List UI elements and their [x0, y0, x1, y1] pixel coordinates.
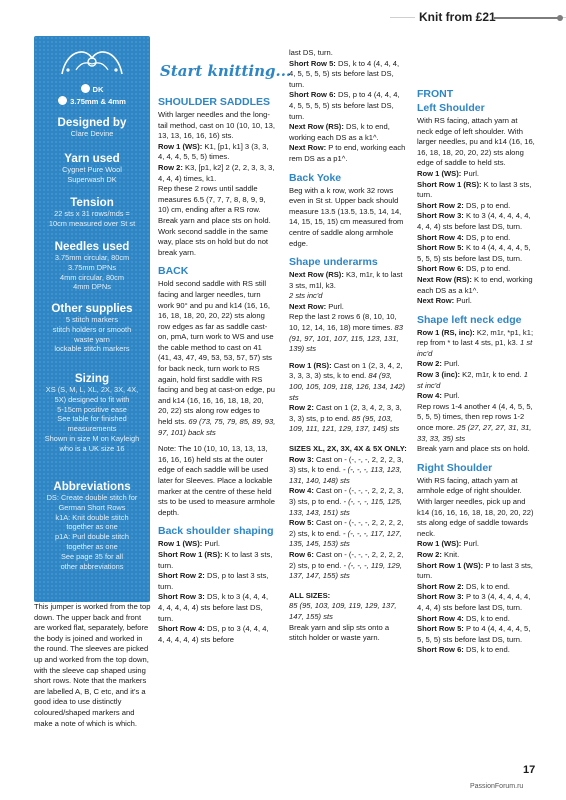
needles-used-line: 4mm DPNs — [73, 282, 111, 292]
row-label: Row 3: — [289, 454, 314, 464]
stitch-count: 1 st inc'd — [417, 370, 529, 390]
row-text: DS, k to 3 (4, 4, 4, 4, 4, 4, 4, 4) sts before last DS, turn. — [158, 592, 269, 623]
instruction-row — [417, 561, 535, 582]
row-text: Purl. — [441, 391, 460, 401]
instruction-row — [289, 518, 407, 550]
row-label: Short Row 4: — [158, 624, 205, 634]
row-label: Next Row (RS): — [289, 122, 344, 132]
stitch-count: 85 (95, 103, 109, 111, 121, 129, 137, 145) sts — [289, 413, 400, 434]
row-text: Cast on - (-, -, -, 2, 2, 2, 3, 3) sts, k to end. — [289, 454, 404, 475]
yarn-used-line: Superwash DK — [67, 174, 117, 184]
abbreviation-line: together as one — [66, 541, 118, 551]
designed-by-title: Designed by — [57, 116, 127, 129]
note-paragraph: Note: The 10 (10, 10, 13, 13, 13, 16, 16, 16) held sts at the outer edge of each saddle will be used later for Sleeves. Place a lockable marker at the centre of these held sts to be used to measure armhole depth. — [158, 444, 275, 517]
row-text: K3, [p1, k2] 2 (2, 2, 3, 3, 3, 4, 4, 4) times, k1. — [158, 162, 275, 183]
shape-left-neck-heading: Shape left neck edge — [417, 313, 522, 326]
other-supplies-line: lockable stitch markers — [54, 344, 130, 354]
instruction-row — [417, 328, 535, 360]
abbreviations-block — [34, 480, 150, 571]
designed-by-block — [34, 116, 150, 139]
row-text: K to last 3 sts, turn. — [158, 549, 273, 570]
row-label: Short Row 2: — [417, 200, 464, 210]
back-yoke-heading: Back Yoke — [289, 171, 342, 184]
instruction-paragraph: Beg with a k row, work 32 rows even in St st. Upper back should measure 13.5 (13.5, 13.5, 14, 14, 14, 15, 15, 15) cm measured from centre of saddle along armhole edge. — [289, 185, 404, 248]
instruction-paragraph — [289, 312, 407, 354]
row-text: DS, k to end. — [463, 581, 510, 591]
instruction-row — [417, 582, 535, 593]
all-sizes-subheading: ALL SIZES: — [289, 590, 331, 600]
row-label: Short Row 6: — [289, 90, 336, 100]
instruction-row — [417, 180, 535, 201]
instruction-row — [289, 486, 407, 518]
needle-size — [34, 96, 150, 106]
sizing-line: 5X) designed to fit with — [54, 394, 130, 404]
row-text: DS, p to end. — [463, 264, 511, 274]
tension-line: 22 sts x 31 rows/mds = — [54, 209, 130, 218]
row-label: Next Row: — [289, 301, 327, 311]
row-text: Rep the last 2 rows 6 (8, 10, 10, 10, 12, 14, 16, 18) more times. — [289, 312, 397, 333]
stitch-count: - (-, -, -, 113, 123, 131, 140, 148) sts — [289, 465, 402, 485]
right-shoulder-heading: Right Shoulder — [417, 461, 493, 474]
instruction-row — [417, 539, 535, 550]
row-text: K to 3 (4, 4, 4, 4, 4, 4, 4, 4) sts before last DS, turn. — [417, 211, 531, 231]
instruction-row — [417, 201, 535, 212]
instruction-row — [158, 550, 276, 571]
stitch-count — [289, 601, 407, 622]
instruction-row — [289, 403, 407, 435]
row-text: DS, p to end. — [463, 200, 511, 210]
instruction-paragraph: Break yarn and place sts on hold. — [417, 444, 530, 454]
row-label: Short Row 2: — [417, 581, 464, 591]
needles-used-block — [34, 240, 150, 292]
sizing-line: See table for finished — [57, 414, 127, 424]
row-label: Row 3 (inc): — [417, 370, 461, 380]
intro-paragraph: This jumper is worked from the top down. The upper back and front are worked flat, separately, before the body is joined and worked in the round. The sleeves are picked up and worked from the top down, with the sleeve cap shaped using short rows. Note that the markers are labelled A, B, C etc, and it's a good idea to use distinctly coloured/shaped markers and make a note of which is which. — [34, 602, 151, 728]
abbreviation-line: German Short Rows — [58, 502, 126, 512]
instruction-row — [417, 592, 535, 613]
row-text: DS, p to 4 (4, 4, 4, 4, 5, 5, 5, 5) sts before last DS, turn. — [289, 90, 400, 121]
row-text: DS, k to end. — [463, 613, 510, 623]
stitch-count: 84 (93, 100, 105, 109, 118, 126, 134, 142) sts — [289, 371, 405, 402]
instruction-row — [289, 455, 407, 487]
instruction-row — [158, 539, 276, 550]
header-title: Knit from £21 — [415, 10, 500, 24]
instruction-paragraph: With larger needles and the long-tail method, cast on 10 (10, 10, 13, 13, 13, 16, 16, 16) sts. — [158, 110, 275, 141]
front-heading: FRONT — [417, 88, 454, 100]
intro-text-block — [34, 602, 152, 729]
instruction-paragraph: With RS facing, attach yarn at armhole edge of right shoulder. With larger needles, pick up and k14 (16, 16, 16, 18, 18, 20, 20, 22) sts along edge of saddle towards neck. — [417, 475, 534, 538]
row-text: Cast on 1 (2, 3, 4, 2, 3, 3, 3, 3) sts, p to end. — [289, 403, 402, 423]
row-text: Cast on - (-, -, -, 2, 2, 2, 3, 3) sts, p to end. — [289, 486, 404, 506]
sizing-block — [34, 372, 150, 454]
row-label: Short Row 1 (WS): — [417, 560, 484, 570]
instruction-row — [158, 163, 276, 184]
yarn-used-block — [34, 152, 150, 185]
instruction-paragraph: Break yarn and slip sts onto a stitch holder or waste yarn. — [289, 622, 390, 643]
yarn-ball-icon — [81, 84, 90, 93]
row-text: Purl. — [461, 539, 480, 549]
instruction-row — [417, 264, 535, 275]
row-text: DS, k to 4 (4, 4, 4, 4, 5, 5, 5, 5) sts before last DS, turn. — [289, 58, 400, 89]
sizing-title: Sizing — [74, 372, 110, 385]
pattern-info-sidebar — [34, 36, 150, 602]
stitch-count — [289, 291, 407, 302]
instruction-row — [417, 614, 535, 625]
instruction-row — [417, 211, 535, 232]
watermark: PassionForum.ru — [470, 783, 524, 790]
row-text: Purl. — [202, 539, 221, 549]
instruction-row — [417, 359, 535, 370]
yarn-used-title: Yarn used — [64, 152, 120, 165]
abbreviation-line: See page 35 for all — [60, 551, 124, 561]
instruction-row — [417, 169, 535, 180]
instruction-row — [417, 233, 535, 244]
sizing-line: XS (S, M, L, XL, 2X, 3X, 4X, — [45, 385, 139, 394]
stitch-count-text: 85 (95, 103, 109, 119, 129, 137, 147, 155) sts — [289, 601, 397, 621]
stitch-count: - (-, -, -, 119, 129, 137, 147, 155) sts — [289, 560, 402, 581]
sizes-subheading: SIZES XL, 2X, 3X, 4X & 5X ONLY: — [289, 444, 407, 453]
row-label: Row 1 (WS): — [417, 168, 462, 178]
instruction-row — [158, 142, 276, 163]
tension-block — [34, 196, 150, 229]
instruction-row — [158, 592, 276, 624]
abbreviation-line: other abbreviations — [60, 561, 124, 571]
row-label: Short Row 1 (RS): — [158, 549, 223, 559]
row-label: Row 2: — [417, 549, 442, 559]
stitch-count: - (-, -, -, 115, 125, 133, 143, 151) sts — [289, 496, 402, 517]
left-shoulder-heading: Left Shoulder — [417, 102, 485, 114]
row-text: P to 3 (4, 4, 4, 4, 4, 4, 4, 4) sts before last DS, turn. — [417, 592, 531, 612]
page-number: 17 — [523, 764, 536, 776]
row-text: K1, [p1, k1] 3 (3, 3, 4, 4, 4, 5, 5, 5) times. — [158, 141, 269, 162]
page-header — [0, 0, 566, 30]
instruction-row — [417, 645, 535, 656]
row-label: Short Row 4: — [417, 613, 464, 623]
row-label: Short Row 3: — [158, 592, 205, 602]
needle-size-label: 3.75mm & 4mm — [70, 97, 126, 106]
row-label: Row 1 (WS): — [417, 539, 462, 549]
stitch-count: 25 (27, 27, 27, 31, 31, 33, 33, 35) sts — [417, 423, 532, 443]
row-label: Row 2: — [289, 403, 314, 413]
stitch-count: 1 st inc'd — [417, 338, 533, 358]
designed-by-text: Clare Devine — [70, 129, 114, 138]
instruction-row — [417, 243, 535, 264]
stitch-count: 83 (91, 97, 101, 107, 115, 123, 131, 139) sts — [289, 323, 403, 354]
row-label: Short Row 1 (RS): — [417, 179, 482, 189]
row-label: Row 1 (RS, inc): — [417, 327, 475, 337]
back-heading: BACK — [158, 265, 189, 278]
row-label: Row 5: — [289, 518, 314, 528]
row-label: Short Row 5: — [289, 58, 336, 68]
row-label: Next Row (RS): — [289, 270, 344, 280]
row-text: Cast on - (-, -, -, 2, 2, 2, 2, 2) sts, k to end. — [289, 518, 404, 538]
instruction-row — [417, 391, 535, 402]
column-2 — [289, 48, 407, 644]
instruction-row — [158, 624, 276, 645]
row-label: Row 1 (WS): — [158, 141, 203, 151]
needles-used-line: 3.75mm circular, 80cm — [54, 253, 130, 262]
instruction-paragraph: With RS facing, attach yarn at neck edge of left shoulder. With larger needles, pu and k14 (16, 16, 16, 18, 18, 20, 20, 22) sts along edge of saddle to held sts. — [417, 116, 535, 168]
row-label: Row 2: — [158, 162, 183, 172]
shoulder-saddles-heading: SHOULDER SADDLES — [158, 96, 271, 108]
row-text: K2, m1r, k to end. — [460, 370, 524, 380]
row-text: Knit. — [441, 549, 460, 559]
needles-used-title: Needles used — [54, 240, 130, 253]
row-text: DS, p to end. — [463, 232, 511, 242]
stitch-count-text: 2 sts inc'd — [289, 291, 323, 301]
row-text: DS, k to end. — [463, 645, 510, 655]
row-text: K2, m1r, *p1, k1; rep from * to last 4 sts, p1, k3. — [417, 327, 534, 348]
row-text: DS, p to 3 (4, 4, 4, 4, 4, 4, 4, 4) sts before — [158, 624, 269, 644]
back-text: Hold second saddle with RS still facing and larger needles, turn work 90° and pu and k14 (16, 16, 16, 18, 18, 20, 20, 22) sts along row edges as far as saddle cast-on, pmA, turn work to WS and use the cable method to cast on 41 (41, 43, 47, 49, 53, 53, 57, 57) sts for back neck, turn work to RS again, hold first saddle with RS facing and beg at cast-on edge, pu and k14 (16, 16, 16, 18, 18, 20, 20, 22) sts along row edges to held sts. — [158, 279, 275, 427]
needle-icon — [58, 96, 67, 105]
row-text: K to last 3 sts, turn. — [417, 179, 532, 200]
other-supplies-line: stitch holders or smooth — [52, 324, 132, 334]
instruction-row — [158, 571, 276, 592]
row-label: Short Row 6: — [417, 264, 464, 274]
instruction-paragraph: Break yarn and place sts on hold. — [158, 215, 271, 225]
other-supplies-block — [34, 302, 150, 354]
row-label: Row 6: — [289, 549, 314, 559]
row-text: Purl. — [326, 301, 344, 311]
needles-used-line: 4mm circular, 80cm — [59, 272, 125, 282]
stitch-count: 69 (73, 75, 79, 85, 89, 93, 97, 101) back sts — [158, 417, 276, 437]
yarn-weight — [34, 84, 150, 94]
instruction-row — [289, 59, 407, 91]
start-knitting-heading: Start knitting... — [160, 62, 292, 80]
instruction-row — [417, 550, 535, 561]
abbreviation-line: p1A: Purl double stitch — [55, 532, 129, 542]
row-text: Cast on 1 (2, 3, 4, 2, 3, 3, 3, 3) sts, k to end. — [289, 360, 403, 381]
instruction-row — [417, 275, 535, 296]
sizing-line: measurements — [67, 424, 117, 434]
row-text: K to end, working each DS as a k1^. — [417, 274, 533, 295]
instruction-row — [417, 296, 535, 307]
row-label: Short Row 3: — [417, 211, 464, 221]
sizing-line: 5-15cm positive ease — [57, 404, 127, 414]
yarn-weight-label: DK — [92, 85, 104, 94]
sizing-line: Shown in size M on Kayleigh — [44, 433, 140, 443]
other-supplies-line: waste yarn — [74, 334, 110, 344]
row-text: K3, m1r, k to last 3 sts, m1l, k3. — [289, 270, 403, 290]
row-label: Row 4: — [417, 391, 442, 401]
abbreviation-line: k1A: Knit double stitch — [55, 512, 129, 522]
column-1 — [158, 96, 276, 645]
row-label: Next Row: — [289, 143, 327, 153]
knitting-needle-icon — [494, 11, 564, 25]
yarn-used-line: Cygnet Pure Wool — [62, 165, 122, 174]
row-label: Short Row 2: — [158, 571, 205, 581]
instruction-row — [289, 90, 407, 122]
instruction-row — [289, 122, 407, 143]
row-label: Row 4: — [289, 486, 314, 496]
instruction-row — [289, 361, 407, 403]
row-text: DS, p to last 3 sts, turn. — [158, 571, 269, 591]
row-label: Row 2: — [417, 359, 442, 369]
row-text: P to 4 (4, 4, 4, 4, 5, 5, 5, 5) sts before last DS, turn. — [417, 624, 531, 644]
row-label: Short Row 3: — [417, 592, 464, 602]
abbreviation-line: together as one — [66, 522, 118, 532]
row-label: Short Row 4: — [417, 232, 464, 242]
instruction-row — [289, 270, 407, 291]
needles-used-line: 3.75mm DPNs — [67, 262, 117, 272]
tension-line: 10cm measured over St st — [48, 218, 136, 228]
instruction-paragraph: Work second saddle in the same way, place sts on hold but do not break yarn. — [158, 226, 269, 257]
row-label: Short Row 5: — [417, 243, 464, 253]
column-3 — [417, 88, 535, 656]
instruction-paragraph — [158, 279, 276, 438]
shape-underarms-heading: Shape underarms — [289, 256, 378, 269]
row-label: Short Row 6: — [417, 645, 464, 655]
instruction-row — [417, 624, 535, 645]
other-supplies-title: Other supplies — [51, 302, 133, 315]
row-label: Next Row: — [417, 296, 455, 306]
row-text: Cast on - (-, -, -, 2, 2, 2, 2, 2) sts, p to end. — [289, 549, 404, 570]
row-label: Row 1 (WS): — [158, 539, 203, 549]
tension-title: Tension — [70, 196, 114, 209]
stitch-count: - (-, -, -, 117, 127, 135, 145, 153) sts — [289, 528, 402, 549]
instruction-paragraph: last DS, turn. — [289, 48, 333, 57]
sizing-line: who is a UK size 16 — [59, 443, 125, 453]
row-text: Purl. — [441, 359, 460, 369]
row-text: P to end, working each rem DS as a p1^. — [289, 143, 406, 163]
instruction-paragraph: Rep these 2 rows until saddle measures 6.5 (7, 7, 7, 8, 8, 9, 9, 10) cm, ending after a RS row. — [158, 184, 266, 215]
instruction-row — [289, 550, 407, 582]
instruction-paragraph — [417, 402, 535, 444]
row-label: Next Row (RS): — [417, 274, 472, 284]
row-text: Rep rows 1-4 another 4 (4, 4, 5, 5, 5, 5, 5) times, then rep rows 1-2 once more. — [417, 401, 533, 433]
instruction-row — [289, 143, 407, 164]
row-label: Row 1 (RS): — [289, 360, 332, 370]
instruction-row — [417, 370, 535, 391]
row-text: K to 4 (4, 4, 4, 4, 5, 5, 5, 5) sts before last DS, turn. — [417, 243, 531, 263]
row-text: Purl. — [454, 296, 472, 306]
ornament-icon — [56, 40, 128, 80]
instruction-row — [289, 302, 407, 313]
row-text: Purl. — [461, 168, 480, 178]
row-text: P to last 3 sts, turn. — [417, 560, 533, 581]
other-supplies-line: 5 stitch markers — [65, 315, 119, 324]
row-label: Short Row 5: — [417, 624, 464, 634]
abbreviation-line: DS: Create double stitch for — [46, 493, 138, 502]
abbreviations-title: Abbreviations — [53, 480, 131, 493]
row-text: DS, k to end, working each DS as a k1^. — [289, 122, 390, 142]
back-shoulder-shaping-heading: Back shoulder shaping — [158, 525, 274, 538]
